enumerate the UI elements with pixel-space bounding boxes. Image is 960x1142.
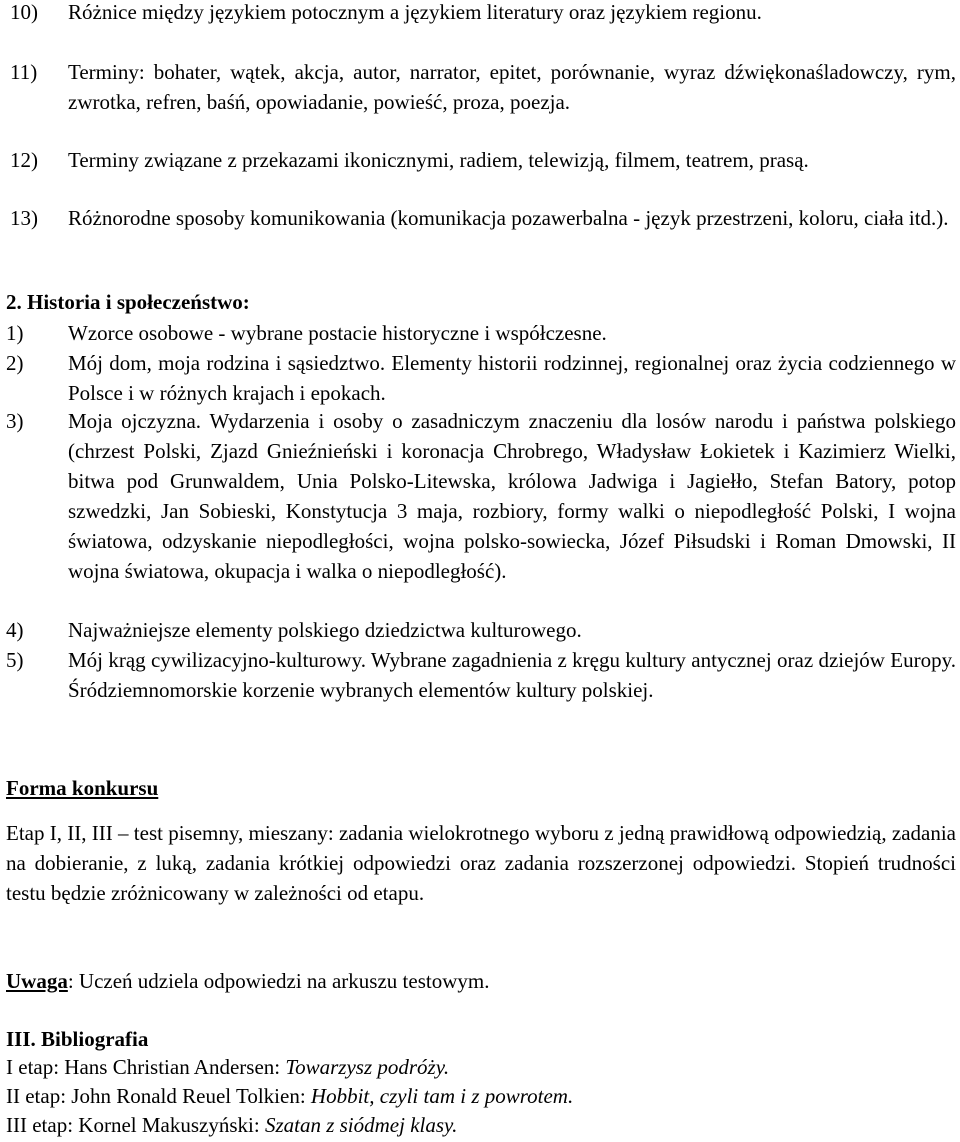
bibliografia-entry-2	[6, 1081, 573, 1111]
bib-prefix: I etap: Hans Christian Andersen:	[6, 1055, 286, 1079]
bibliografia-heading: III. Bibliografia	[6, 1027, 149, 1051]
uwaga-label: Uwaga	[6, 969, 68, 993]
section2-item-1	[6, 318, 956, 348]
bib-prefix: II etap: John Ronald Reuel Tolkien:	[6, 1084, 311, 1108]
list-text: Najważniejsze elementy polskiego dziedzictwa kulturowego.	[68, 618, 582, 642]
forma-konkursu-text: Etap I, II, III – test pisemny, mieszany: zadania wielokrotnego wyboru z jedną prawidłową odpowiedzią, zadania na dobieranie, z luką, zadania krótkiej odpowiedzi oraz zadania rozszerzonej odpowiedzi. Stopień trudności testu będzie zróżnicowany w zależności od etapu.	[6, 821, 956, 905]
list-text: Różnorodne sposoby komunikowania (komunikacja pozawerbalna - język przestrzeni, koloru, ciała itd.).	[68, 206, 949, 230]
list-number: 1)	[6, 321, 24, 345]
list-number: 11)	[10, 60, 38, 84]
uwaga-text: : Uczeń udziela odpowiedzi na arkuszu testowym.	[67, 969, 490, 993]
section2-item-2	[6, 348, 956, 408]
bib-title: Towarzysz podróży.	[285, 1055, 450, 1079]
bib-title: Szatan z siódmej klasy.	[264, 1113, 458, 1137]
list-item-10	[10, 0, 956, 27]
forma-konkursu-heading: Forma konkursu	[6, 776, 159, 800]
bibliografia-entry-3	[6, 1110, 457, 1140]
list-text: Różnice między językiem potocznym a językiem literatury oraz językiem regionu.	[68, 0, 762, 24]
list-text: Terminy związane z przekazami ikonicznymi, radiem, telewizją, filmem, teatrem, prasą.	[68, 148, 809, 172]
uwaga-note	[6, 966, 489, 996]
list-number: 2)	[6, 351, 24, 375]
list-number: 12)	[10, 148, 38, 172]
list-text: Mój dom, moja rodzina i sąsiedztwo. Elementy historii rodzinnej, regionalnej oraz życia codziennego w Polsce i w różnych krajach i epokach.	[68, 351, 956, 405]
list-number: 10)	[10, 0, 38, 24]
bibliografia-entry-1	[6, 1052, 449, 1082]
list-number: 13)	[10, 206, 38, 230]
section2-item-5	[6, 645, 956, 705]
list-text: Terminy: bohater, wątek, akcja, autor, narrator, epitet, porównanie, wyraz dźwiękonaśladowczy, rym, zwrotka, refren, baśń, opowiadanie, powieść, proza, poezja.	[68, 60, 956, 114]
list-item-11	[10, 57, 956, 117]
bib-prefix: III etap: Kornel Makuszyński:	[6, 1113, 265, 1137]
list-number: 4)	[6, 618, 24, 642]
bib-title: Hobbit, czyli tam i z powrotem.	[310, 1084, 574, 1108]
list-item-13	[10, 203, 956, 233]
list-text: Wzorce osobowe - wybrane postacie historyczne i współczesne.	[68, 321, 607, 345]
list-text: Mój krąg cywilizacyjno-kulturowy. Wybrane zagadnienia z kręgu kultury antycznej oraz dziejów Europy. Śródziemnomorskie korzenie wybranych elementów kultury polskiej.	[68, 648, 956, 702]
list-item-12	[10, 145, 956, 175]
section-heading-historia: 2. Historia i społeczeństwo:	[6, 290, 250, 314]
list-number: 5)	[6, 648, 24, 672]
list-number: 3)	[6, 409, 24, 433]
section2-item-4	[6, 615, 956, 645]
section2-item-3	[6, 406, 956, 586]
list-text: Moja ojczyzna. Wydarzenia i osoby o zasadniczym znaczeniu dla losów narodu i państwa polskiego (chrzest Polski, Zjazd Gnieźnieński i koronacja Chrobrego, Władysław Łokietek i Kazimierz Wielki, bitwa pod Grunwaldem, Unia Polsko-Litewska, królowa Jadwiga i Jagiełło, Stefan Batory, potop szwedzki, Jan Sobieski, Konstytucja 3 maja, rozbiory, formy walki o niepodległość Polski, I wojna światowa, odzyskanie niepodległości, wojna polsko-sowiecka, Józef Piłsudski i Roman Dmowski, II wojna światowa, okupacja i walka o niepodległość).	[68, 409, 956, 583]
